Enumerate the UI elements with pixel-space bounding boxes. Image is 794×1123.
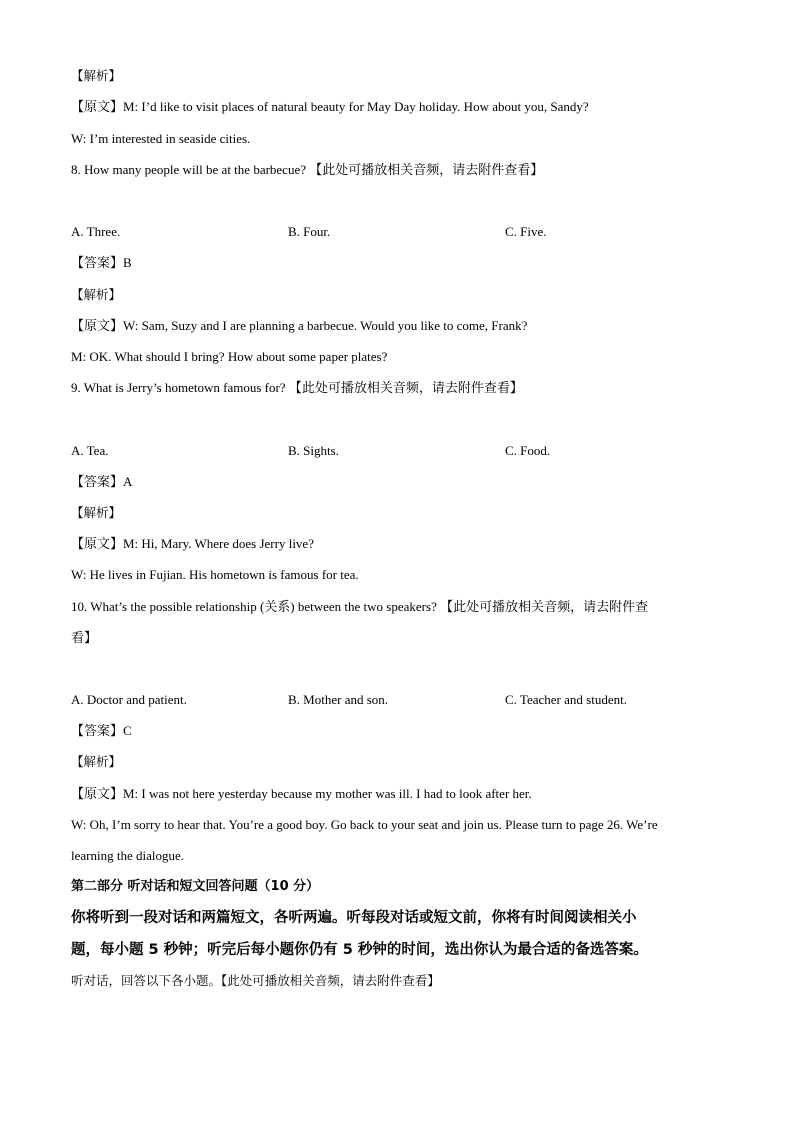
transcript-line: W: He lives in Fujian. His hometown is famous for tea. bbox=[71, 567, 359, 582]
transcript-line: W: Oh, I’m sorry to hear that. You’re a good boy. Go back to your seat and join us. Please turn to page 26. We’re bbox=[71, 817, 658, 832]
analysis-heading: 【解析】 bbox=[71, 505, 122, 520]
q10-option-a: A. Doctor and patient. bbox=[71, 692, 187, 707]
q10-option-c: C. Teacher and student. bbox=[505, 692, 627, 707]
section-title: 第二部分 听对话和短文回答问题（10 分） bbox=[71, 879, 320, 894]
q9-option-a: A. Tea. bbox=[71, 443, 109, 458]
question-8: 8. How many people will be at the barbecue? 【此处可播放相关音频，请去附件查看】 bbox=[71, 162, 544, 177]
q8-option-c: C. Five. bbox=[505, 224, 547, 239]
question-10: 10. What’s the possible relationship (关系) between the two speakers? 【此处可播放相关音频，请去附件查 bbox=[71, 599, 649, 614]
question-9: 9. What is Jerry’s hometown famous for? 【此处可播放相关音频，请去附件查看】 bbox=[71, 380, 523, 395]
answer-label: 【答案】C bbox=[71, 723, 132, 738]
transcript-line: learning the dialogue. bbox=[71, 848, 184, 863]
section-directions: 题，每小题 5 秒钟；听完后每小题你仍有 5 秒钟的时间，选出你认为最合适的备选答案。 bbox=[71, 942, 648, 958]
q9-option-c: C. Food. bbox=[505, 443, 551, 458]
analysis-heading: 【解析】 bbox=[71, 68, 122, 83]
transcript-line: M: OK. What should I bring? How about some paper plates? bbox=[71, 349, 388, 364]
transcript-line: 【原文】M: Hi, Mary. Where does Jerry live? bbox=[71, 536, 314, 551]
q8-option-b: B. Four. bbox=[288, 224, 331, 239]
section-directions: 你将听到一段对话和两篇短文，各听两遍。听每段对话或短文前，你将有时间阅读相关小 bbox=[71, 910, 637, 926]
transcript-line: W: I’m interested in seaside cities. bbox=[71, 131, 251, 146]
q10-option-b: B. Mother and son. bbox=[288, 692, 389, 707]
transcript-line: 【原文】M: I was not here yesterday because my mother was ill. I had to look after her. bbox=[71, 786, 532, 801]
transcript-line: 【原文】M: I’d like to visit places of natural beauty for May Day holiday. How about you, Sandy? bbox=[71, 99, 589, 114]
transcript-line: 【原文】W: Sam, Suzy and I are planning a barbecue. Would you like to come, Frank? bbox=[71, 318, 528, 333]
q8-option-a: A. Three. bbox=[71, 224, 121, 239]
answer-label: 【答案】B bbox=[71, 255, 132, 270]
q9-option-b: B. Sights. bbox=[288, 443, 339, 458]
question-10-continued: 看】 bbox=[71, 630, 98, 645]
answer-label: 【答案】A bbox=[71, 474, 133, 489]
listening-instruction: 听对话，回答以下各小题。【此处可播放相关音频，请去附件查看】 bbox=[71, 973, 440, 988]
analysis-heading: 【解析】 bbox=[71, 287, 122, 302]
analysis-heading: 【解析】 bbox=[71, 754, 122, 769]
